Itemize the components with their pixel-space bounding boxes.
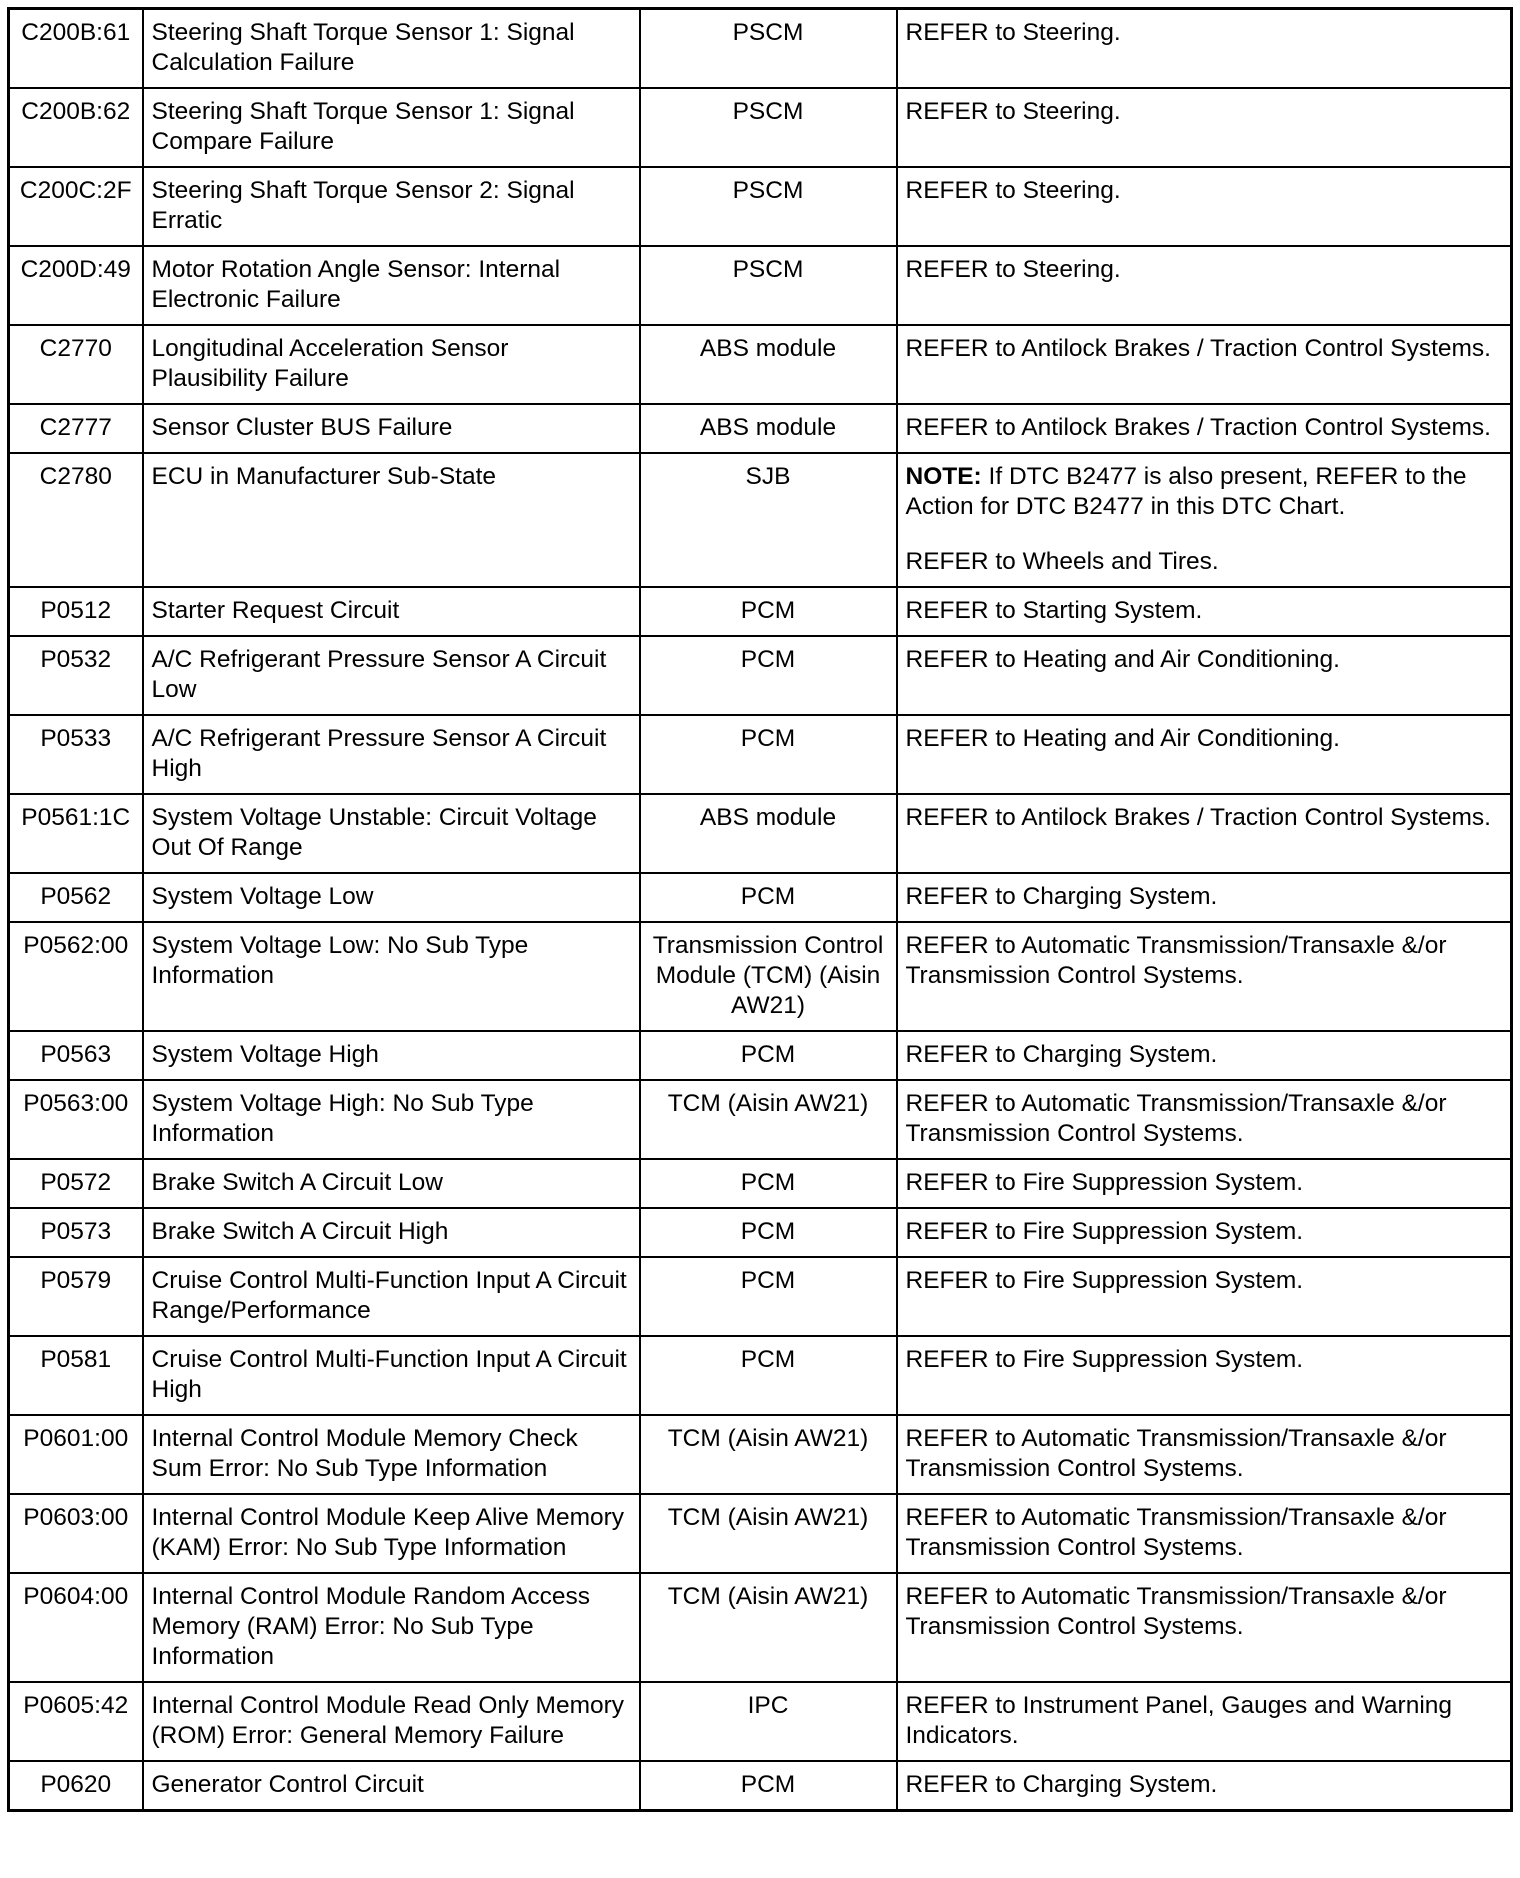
dtc-description: Brake Switch A Circuit Low bbox=[143, 1159, 640, 1208]
table-row bbox=[9, 1208, 1512, 1257]
dtc-description: A/C Refrigerant Pressure Sensor A Circuit High bbox=[143, 715, 640, 794]
dtc-action: REFER to Steering. bbox=[897, 9, 1512, 89]
dtc-code: C2777 bbox=[9, 404, 143, 453]
table-row bbox=[9, 1080, 1512, 1159]
dtc-module: PCM bbox=[640, 1336, 897, 1415]
dtc-description: Internal Control Module Keep Alive Memory (KAM) Error: No Sub Type Information bbox=[143, 1494, 640, 1573]
dtc-description: System Voltage Low bbox=[143, 873, 640, 922]
dtc-action: REFER to Heating and Air Conditioning. bbox=[897, 636, 1512, 715]
dtc-module: PCM bbox=[640, 636, 897, 715]
dtc-chart-table bbox=[7, 7, 1513, 1812]
dtc-action bbox=[897, 453, 1512, 587]
dtc-description: Sensor Cluster BUS Failure bbox=[143, 404, 640, 453]
note-text: If DTC B2477 is also present, REFER to the Action for DTC B2477 in this DTC Chart. bbox=[905, 463, 1467, 520]
dtc-module: PCM bbox=[640, 715, 897, 794]
dtc-code: P0532 bbox=[9, 636, 143, 715]
dtc-code: P0604:00 bbox=[9, 1573, 143, 1682]
table-row bbox=[9, 1761, 1512, 1811]
dtc-module: SJB bbox=[640, 453, 897, 587]
dtc-action: REFER to Fire Suppression System. bbox=[897, 1208, 1512, 1257]
dtc-description: Steering Shaft Torque Sensor 1: Signal Calculation Failure bbox=[143, 9, 640, 89]
dtc-description: A/C Refrigerant Pressure Sensor A Circuit Low bbox=[143, 636, 640, 715]
dtc-description: System Voltage Low: No Sub Type Information bbox=[143, 922, 640, 1031]
dtc-description: System Voltage Unstable: Circuit Voltage Out Of Range bbox=[143, 794, 640, 873]
dtc-description: Generator Control Circuit bbox=[143, 1761, 640, 1811]
dtc-code: P0603:00 bbox=[9, 1494, 143, 1573]
dtc-code: P0533 bbox=[9, 715, 143, 794]
dtc-action: REFER to Fire Suppression System. bbox=[897, 1159, 1512, 1208]
dtc-code: C200B:61 bbox=[9, 9, 143, 89]
dtc-description: Internal Control Module Memory Check Sum Error: No Sub Type Information bbox=[143, 1415, 640, 1494]
table-row bbox=[9, 587, 1512, 636]
dtc-description: Motor Rotation Angle Sensor: Internal Electronic Failure bbox=[143, 246, 640, 325]
table-row bbox=[9, 1031, 1512, 1080]
dtc-code: P0563:00 bbox=[9, 1080, 143, 1159]
table-row bbox=[9, 246, 1512, 325]
dtc-description: System Voltage High: No Sub Type Information bbox=[143, 1080, 640, 1159]
dtc-description: Internal Control Module Read Only Memory (ROM) Error: General Memory Failure bbox=[143, 1682, 640, 1761]
table-row bbox=[9, 1257, 1512, 1336]
table-row bbox=[9, 325, 1512, 404]
table-row bbox=[9, 1682, 1512, 1761]
dtc-description: Brake Switch A Circuit High bbox=[143, 1208, 640, 1257]
dtc-module: PSCM bbox=[640, 88, 897, 167]
dtc-action: REFER to Antilock Brakes / Traction Control Systems. bbox=[897, 794, 1512, 873]
table-row bbox=[9, 1494, 1512, 1573]
dtc-code: P0601:00 bbox=[9, 1415, 143, 1494]
table-row bbox=[9, 922, 1512, 1031]
dtc-action: REFER to Steering. bbox=[897, 246, 1512, 325]
dtc-code: C200B:62 bbox=[9, 88, 143, 167]
dtc-code: P0581 bbox=[9, 1336, 143, 1415]
dtc-module: ABS module bbox=[640, 325, 897, 404]
dtc-description: Cruise Control Multi-Function Input A Circuit Range/Performance bbox=[143, 1257, 640, 1336]
dtc-module: PCM bbox=[640, 1257, 897, 1336]
dtc-description: Internal Control Module Random Access Memory (RAM) Error: No Sub Type Information bbox=[143, 1573, 640, 1682]
dtc-code: P0572 bbox=[9, 1159, 143, 1208]
dtc-code: P0620 bbox=[9, 1761, 143, 1811]
table-row bbox=[9, 1573, 1512, 1682]
dtc-code: C2780 bbox=[9, 453, 143, 587]
dtc-module: TCM (Aisin AW21) bbox=[640, 1573, 897, 1682]
dtc-module: ABS module bbox=[640, 404, 897, 453]
dtc-module: PCM bbox=[640, 1159, 897, 1208]
action-note bbox=[906, 462, 1503, 522]
table-row bbox=[9, 1159, 1512, 1208]
dtc-action: REFER to Steering. bbox=[897, 88, 1512, 167]
dtc-code: C200C:2F bbox=[9, 167, 143, 246]
dtc-code: P0605:42 bbox=[9, 1682, 143, 1761]
table-row bbox=[9, 167, 1512, 246]
dtc-action: REFER to Automatic Transmission/Transaxle &/or Transmission Control Systems. bbox=[897, 1415, 1512, 1494]
dtc-module: PCM bbox=[640, 1761, 897, 1811]
note-label: NOTE: bbox=[905, 463, 982, 490]
dtc-description: Steering Shaft Torque Sensor 2: Signal Erratic bbox=[143, 167, 640, 246]
dtc-module: IPC bbox=[640, 1682, 897, 1761]
table-row bbox=[9, 9, 1512, 89]
dtc-module: TCM (Aisin AW21) bbox=[640, 1494, 897, 1573]
dtc-code: C200D:49 bbox=[9, 246, 143, 325]
dtc-action: REFER to Steering. bbox=[897, 167, 1512, 246]
dtc-module: PSCM bbox=[640, 9, 897, 89]
dtc-description: Longitudinal Acceleration Sensor Plausibility Failure bbox=[143, 325, 640, 404]
dtc-code: P0512 bbox=[9, 587, 143, 636]
dtc-module: PSCM bbox=[640, 167, 897, 246]
dtc-description: System Voltage High bbox=[143, 1031, 640, 1080]
dtc-code: P0563 bbox=[9, 1031, 143, 1080]
dtc-action: REFER to Fire Suppression System. bbox=[897, 1257, 1512, 1336]
dtc-description: Steering Shaft Torque Sensor 1: Signal Compare Failure bbox=[143, 88, 640, 167]
dtc-code: C2770 bbox=[9, 325, 143, 404]
dtc-code: P0562:00 bbox=[9, 922, 143, 1031]
dtc-description: Starter Request Circuit bbox=[143, 587, 640, 636]
dtc-module: TCM (Aisin AW21) bbox=[640, 1415, 897, 1494]
dtc-action: REFER to Charging System. bbox=[897, 1031, 1512, 1080]
table-row bbox=[9, 715, 1512, 794]
dtc-action: REFER to Automatic Transmission/Transaxle &/or Transmission Control Systems. bbox=[897, 1573, 1512, 1682]
table-row bbox=[9, 794, 1512, 873]
dtc-module: PCM bbox=[640, 1208, 897, 1257]
dtc-code: P0579 bbox=[9, 1257, 143, 1336]
table-row bbox=[9, 873, 1512, 922]
dtc-action: REFER to Automatic Transmission/Transaxle &/or Transmission Control Systems. bbox=[897, 922, 1512, 1031]
dtc-action: REFER to Starting System. bbox=[897, 587, 1512, 636]
dtc-action: REFER to Antilock Brakes / Traction Control Systems. bbox=[897, 404, 1512, 453]
dtc-description: Cruise Control Multi-Function Input A Circuit High bbox=[143, 1336, 640, 1415]
dtc-action: REFER to Charging System. bbox=[897, 1761, 1512, 1811]
dtc-action: REFER to Automatic Transmission/Transaxle &/or Transmission Control Systems. bbox=[897, 1080, 1512, 1159]
table-row bbox=[9, 636, 1512, 715]
dtc-module: TCM (Aisin AW21) bbox=[640, 1080, 897, 1159]
dtc-description: ECU in Manufacturer Sub-State bbox=[143, 453, 640, 587]
dtc-module: Transmission Control Module (TCM) (Aisin AW21) bbox=[640, 922, 897, 1031]
dtc-code: P0561:1C bbox=[9, 794, 143, 873]
dtc-action: REFER to Instrument Panel, Gauges and Warning Indicators. bbox=[897, 1682, 1512, 1761]
dtc-code: P0562 bbox=[9, 873, 143, 922]
dtc-action: REFER to Automatic Transmission/Transaxle &/or Transmission Control Systems. bbox=[897, 1494, 1512, 1573]
dtc-action: REFER to Antilock Brakes / Traction Control Systems. bbox=[897, 325, 1512, 404]
dtc-module: PSCM bbox=[640, 246, 897, 325]
table-row bbox=[9, 88, 1512, 167]
dtc-module: PCM bbox=[640, 873, 897, 922]
dtc-module: PCM bbox=[640, 1031, 897, 1080]
dtc-code: P0573 bbox=[9, 1208, 143, 1257]
dtc-action: REFER to Heating and Air Conditioning. bbox=[897, 715, 1512, 794]
table-row bbox=[9, 1415, 1512, 1494]
dtc-module: PCM bbox=[640, 587, 897, 636]
dtc-module: ABS module bbox=[640, 794, 897, 873]
table-row bbox=[9, 404, 1512, 453]
dtc-action: REFER to Fire Suppression System. bbox=[897, 1336, 1512, 1415]
action-text: REFER to Wheels and Tires. bbox=[905, 548, 1219, 575]
table-row bbox=[9, 453, 1512, 587]
dtc-action: REFER to Charging System. bbox=[897, 873, 1512, 922]
table-row bbox=[9, 1336, 1512, 1415]
